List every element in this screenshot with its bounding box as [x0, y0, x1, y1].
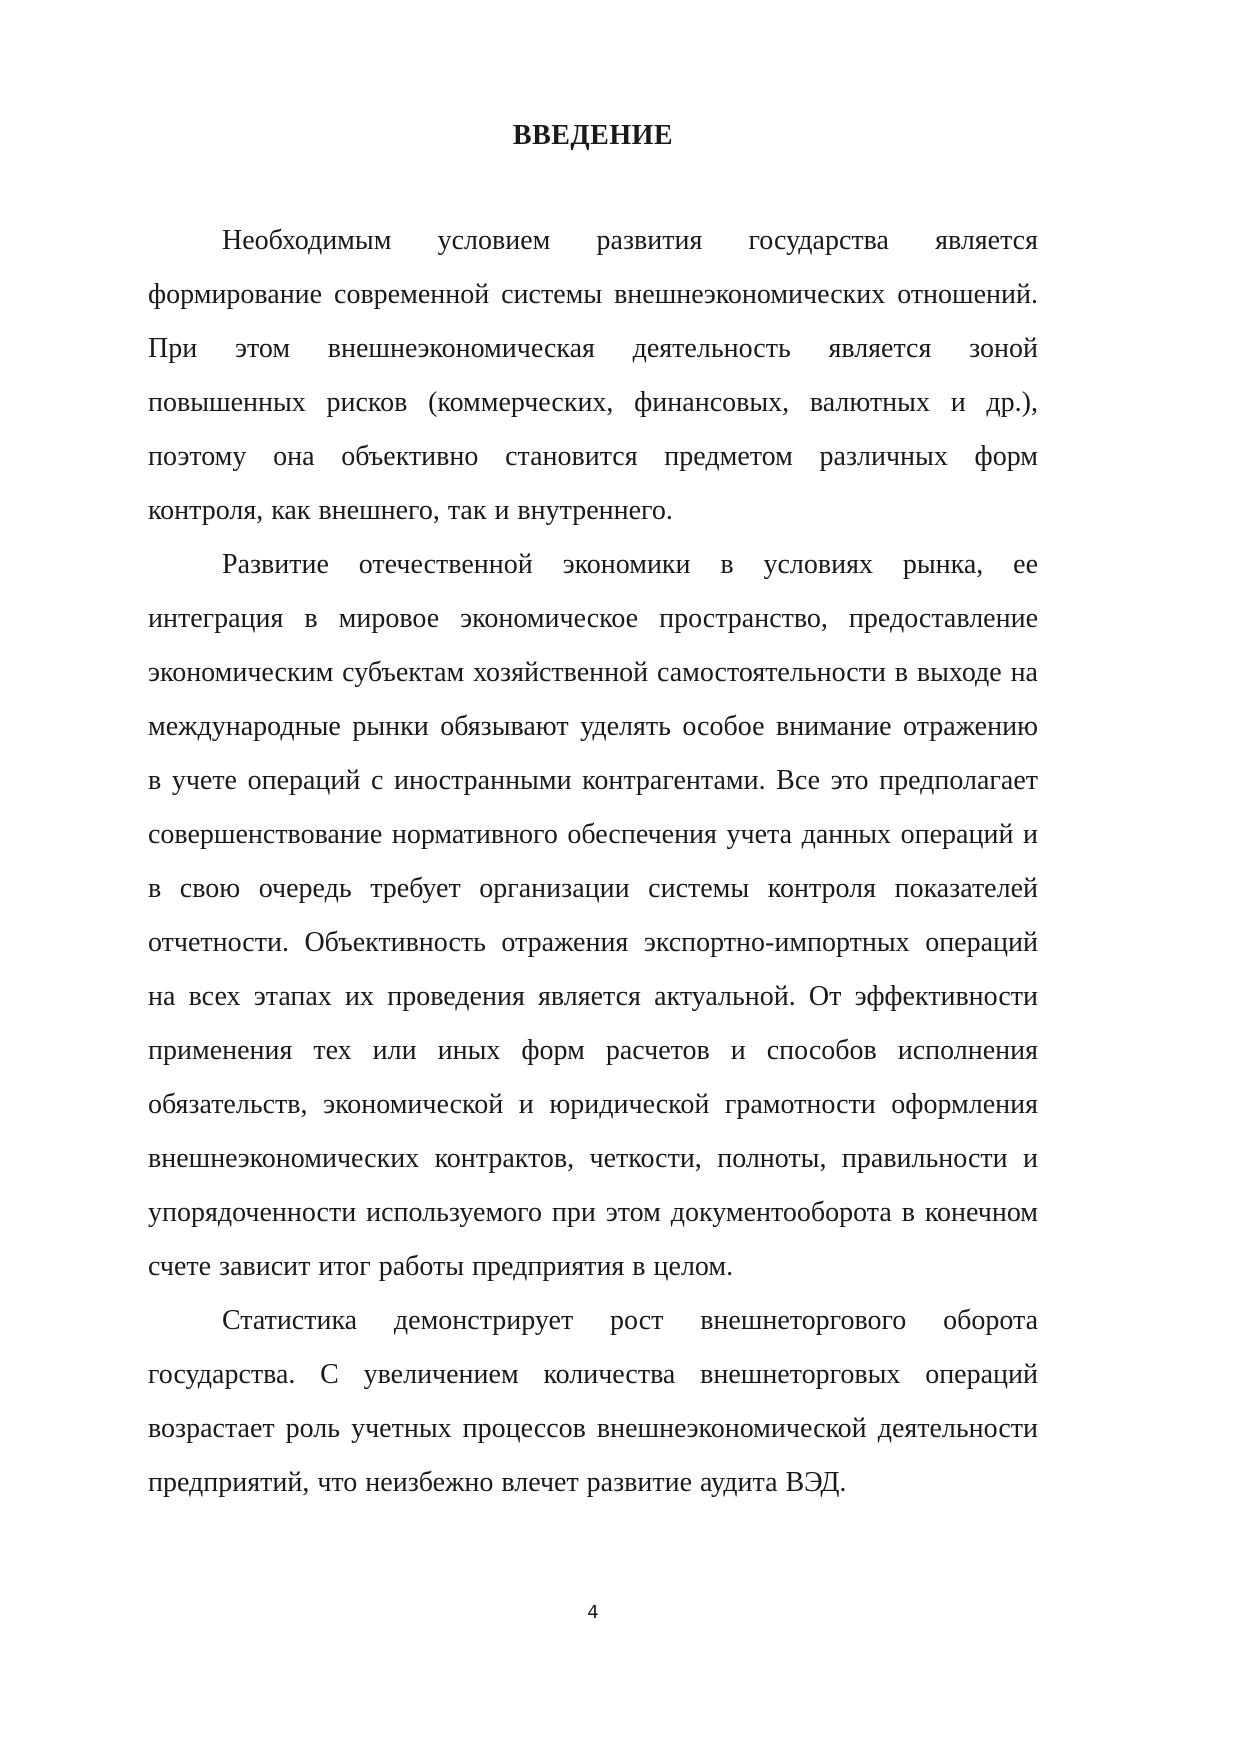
paragraph-2: Развитие отечественной экономики в условиях рынка, ее интеграция в мировое экономическое пространство, предоставление экономическим субъектам хозяйственной самостоятельности в выходе на международные рынки обязывают уделять особое внимание отражению в учете операций с иностранными контрагентами. Все это предполагает совершенствование нормативного обеспечения учета данных операций и в свою очередь требует организации системы контроля показателей отчетности. Объективность отражения экспортно-импортных операций на всех этапах их проведения является актуальной. От эффективности применения тех или иных форм расчетов и способов исполнения обязательств, экономической и юридической грамотности оформления внешнеэкономических контрактов, четкости, полноты, правильности и упорядоченности используемого при этом документооборота в конечном счете зависит итог работы предприятия в целом.: [148, 549, 1038, 1282]
paragraph-3: Статистика демонстрирует рост внешнеторгового оборота государства. С увеличением количества внешнеторговых операций возрастает роль учетных процессов внешнеэкономической деятельности предприятий, что неизбежно влечет развитие аудита ВЭД.: [148, 1305, 1038, 1498]
paragraph-1: Необходимым условием развития государства является формирование современной системы внешнеэкономических отношений. При этом внешнеэкономическая деятельность является зоной повышенных рисков (коммерческих, финансовых, валютных и др.), поэтому она объективно становится предметом различных форм контроля, как внешнего, так и внутреннего.: [148, 225, 1038, 526]
section-heading: ВВЕДЕНИЕ: [512, 120, 674, 151]
body-text: [148, 214, 1038, 1510]
page-number: 4: [587, 1602, 599, 1623]
